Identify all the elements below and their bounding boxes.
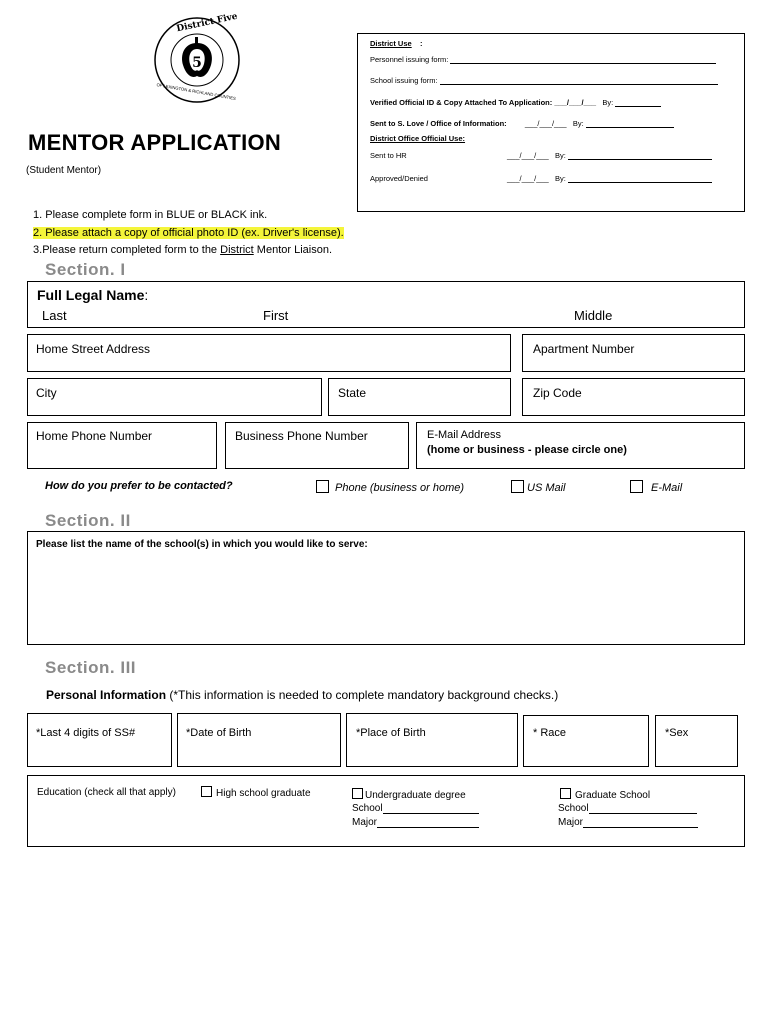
undergrad-major-row: Major bbox=[352, 817, 479, 828]
contact-mail-option[interactable]: US Mail bbox=[511, 480, 566, 494]
schools-prompt: Please list the name of the school(s) in which you would like to serve: bbox=[36, 539, 368, 550]
sent-hr-date-field[interactable]: ___/___/___ bbox=[507, 151, 549, 160]
home-street-address-label: Home Street Address bbox=[36, 342, 151, 356]
instruction-2: 2. Please attach a copy of official photo ID (ex. Driver's license). bbox=[33, 227, 344, 239]
logo-top-text: District Five bbox=[175, 11, 239, 35]
sent-hr-row: ___/___/___ By: bbox=[507, 151, 712, 160]
undergraduate-option[interactable]: Undergraduate degree bbox=[352, 788, 466, 801]
email-address-label: E-Mail Address bbox=[427, 429, 501, 441]
personnel-issuing-row: Personnel issuing form: bbox=[370, 55, 716, 64]
apartment-number-label: Apartment Number bbox=[533, 342, 635, 356]
contact-email-checkbox[interactable] bbox=[630, 480, 643, 493]
high-school-option[interactable]: High school graduate bbox=[201, 786, 311, 799]
full-legal-name-label: Full Legal Name: bbox=[37, 287, 149, 303]
email-address-sublabel: (home or business - please circle one) bbox=[427, 444, 627, 456]
district-link[interactable]: District bbox=[220, 244, 254, 256]
logo-bottom-text: OF LEXINGTON & RICHLAND COUNTIES bbox=[156, 82, 237, 101]
contact-phone-option[interactable]: Phone (business or home) bbox=[316, 480, 464, 494]
undergrad-school-row: School bbox=[352, 803, 479, 814]
personnel-issuing-field[interactable] bbox=[450, 63, 716, 64]
district-office-title: District Office Official Use: bbox=[370, 134, 466, 143]
ssn-field[interactable] bbox=[27, 713, 172, 767]
sent-hr-label: Sent to HR bbox=[370, 151, 407, 160]
approved-label: Approved/Denied bbox=[370, 174, 428, 183]
section-2-title: Section. II bbox=[45, 511, 131, 530]
sex-field[interactable] bbox=[655, 715, 738, 767]
instruction-1: 1. Please complete form in BLUE or BLACK ink. bbox=[33, 209, 268, 221]
date-of-birth-label: *Date of Birth bbox=[186, 727, 252, 739]
approved-by-field[interactable] bbox=[568, 182, 712, 183]
undergrad-school-field[interactable] bbox=[383, 813, 479, 814]
zip-code-label: Zip Code bbox=[533, 386, 582, 400]
ssn-label: *Last 4 digits of SS# bbox=[36, 727, 136, 739]
race-field[interactable] bbox=[523, 715, 649, 767]
place-of-birth-label: *Place of Birth bbox=[356, 727, 426, 739]
district-logo bbox=[152, 11, 242, 105]
race-label: * Race bbox=[533, 727, 567, 739]
first-name-label: First bbox=[263, 308, 289, 323]
sent-hr-by-field[interactable] bbox=[568, 159, 712, 160]
approved-date-field[interactable]: ___/___/___ bbox=[507, 174, 549, 183]
high-school-checkbox[interactable] bbox=[201, 786, 212, 797]
city-label: City bbox=[36, 386, 57, 400]
page-subtitle: (Student Mentor) bbox=[26, 165, 102, 176]
sent-row: Sent to S. Love / Office of Information: ___/___/___ By: bbox=[370, 119, 674, 128]
undergrad-major-field[interactable] bbox=[377, 827, 479, 828]
sent-date-field[interactable]: ___/___/___ bbox=[524, 119, 567, 128]
verified-date-field[interactable]: ___/___/___ bbox=[554, 98, 597, 107]
grad-school-field[interactable] bbox=[589, 813, 697, 814]
school-issuing-row: School issuing form: bbox=[370, 76, 718, 85]
last-name-label: Last bbox=[42, 308, 67, 323]
education-label: Education (check all that apply) bbox=[37, 787, 176, 798]
contact-question: How do you prefer to be contacted? bbox=[45, 480, 233, 492]
personal-information-heading: Personal Information (*This information is needed to complete mandatory background checks.) bbox=[46, 688, 559, 702]
section-1-title: Section. I bbox=[45, 260, 126, 279]
verified-by-field[interactable] bbox=[615, 106, 661, 107]
contact-email-option[interactable]: E-Mail bbox=[630, 480, 682, 494]
date-of-birth-field[interactable] bbox=[177, 713, 341, 767]
grad-major-field[interactable] bbox=[583, 827, 698, 828]
middle-name-label: Middle bbox=[574, 308, 613, 323]
district-use-title: District Use bbox=[370, 39, 412, 48]
school-issuing-field[interactable] bbox=[440, 84, 718, 85]
grad-major-row: Major bbox=[558, 817, 698, 828]
verified-row: Verified Official ID & Copy Attached To Application: ___/___/___ By: bbox=[370, 98, 661, 107]
sex-label: *Sex bbox=[665, 727, 689, 739]
instruction-3: 3.Please return completed form to the District Mentor Liaison. bbox=[33, 244, 332, 256]
section-3-title: Section. III bbox=[45, 658, 137, 677]
home-phone-label: Home Phone Number bbox=[36, 429, 153, 443]
grad-school-row: School bbox=[558, 803, 697, 814]
undergraduate-checkbox[interactable] bbox=[352, 788, 363, 799]
city-field[interactable] bbox=[27, 378, 322, 416]
svg-text:5: 5 bbox=[192, 55, 202, 71]
business-phone-label: Business Phone Number bbox=[235, 429, 368, 443]
graduate-option[interactable]: Graduate School bbox=[560, 788, 650, 801]
contact-phone-checkbox[interactable] bbox=[316, 480, 329, 493]
place-of-birth-field[interactable] bbox=[346, 713, 518, 767]
graduate-checkbox[interactable] bbox=[560, 788, 571, 799]
approved-row: ___/___/___ By: bbox=[507, 174, 712, 183]
state-label: State bbox=[338, 386, 367, 400]
contact-mail-checkbox[interactable] bbox=[511, 480, 524, 493]
page-title: MENTOR APPLICATION bbox=[28, 130, 282, 155]
sent-by-field[interactable] bbox=[586, 127, 674, 128]
